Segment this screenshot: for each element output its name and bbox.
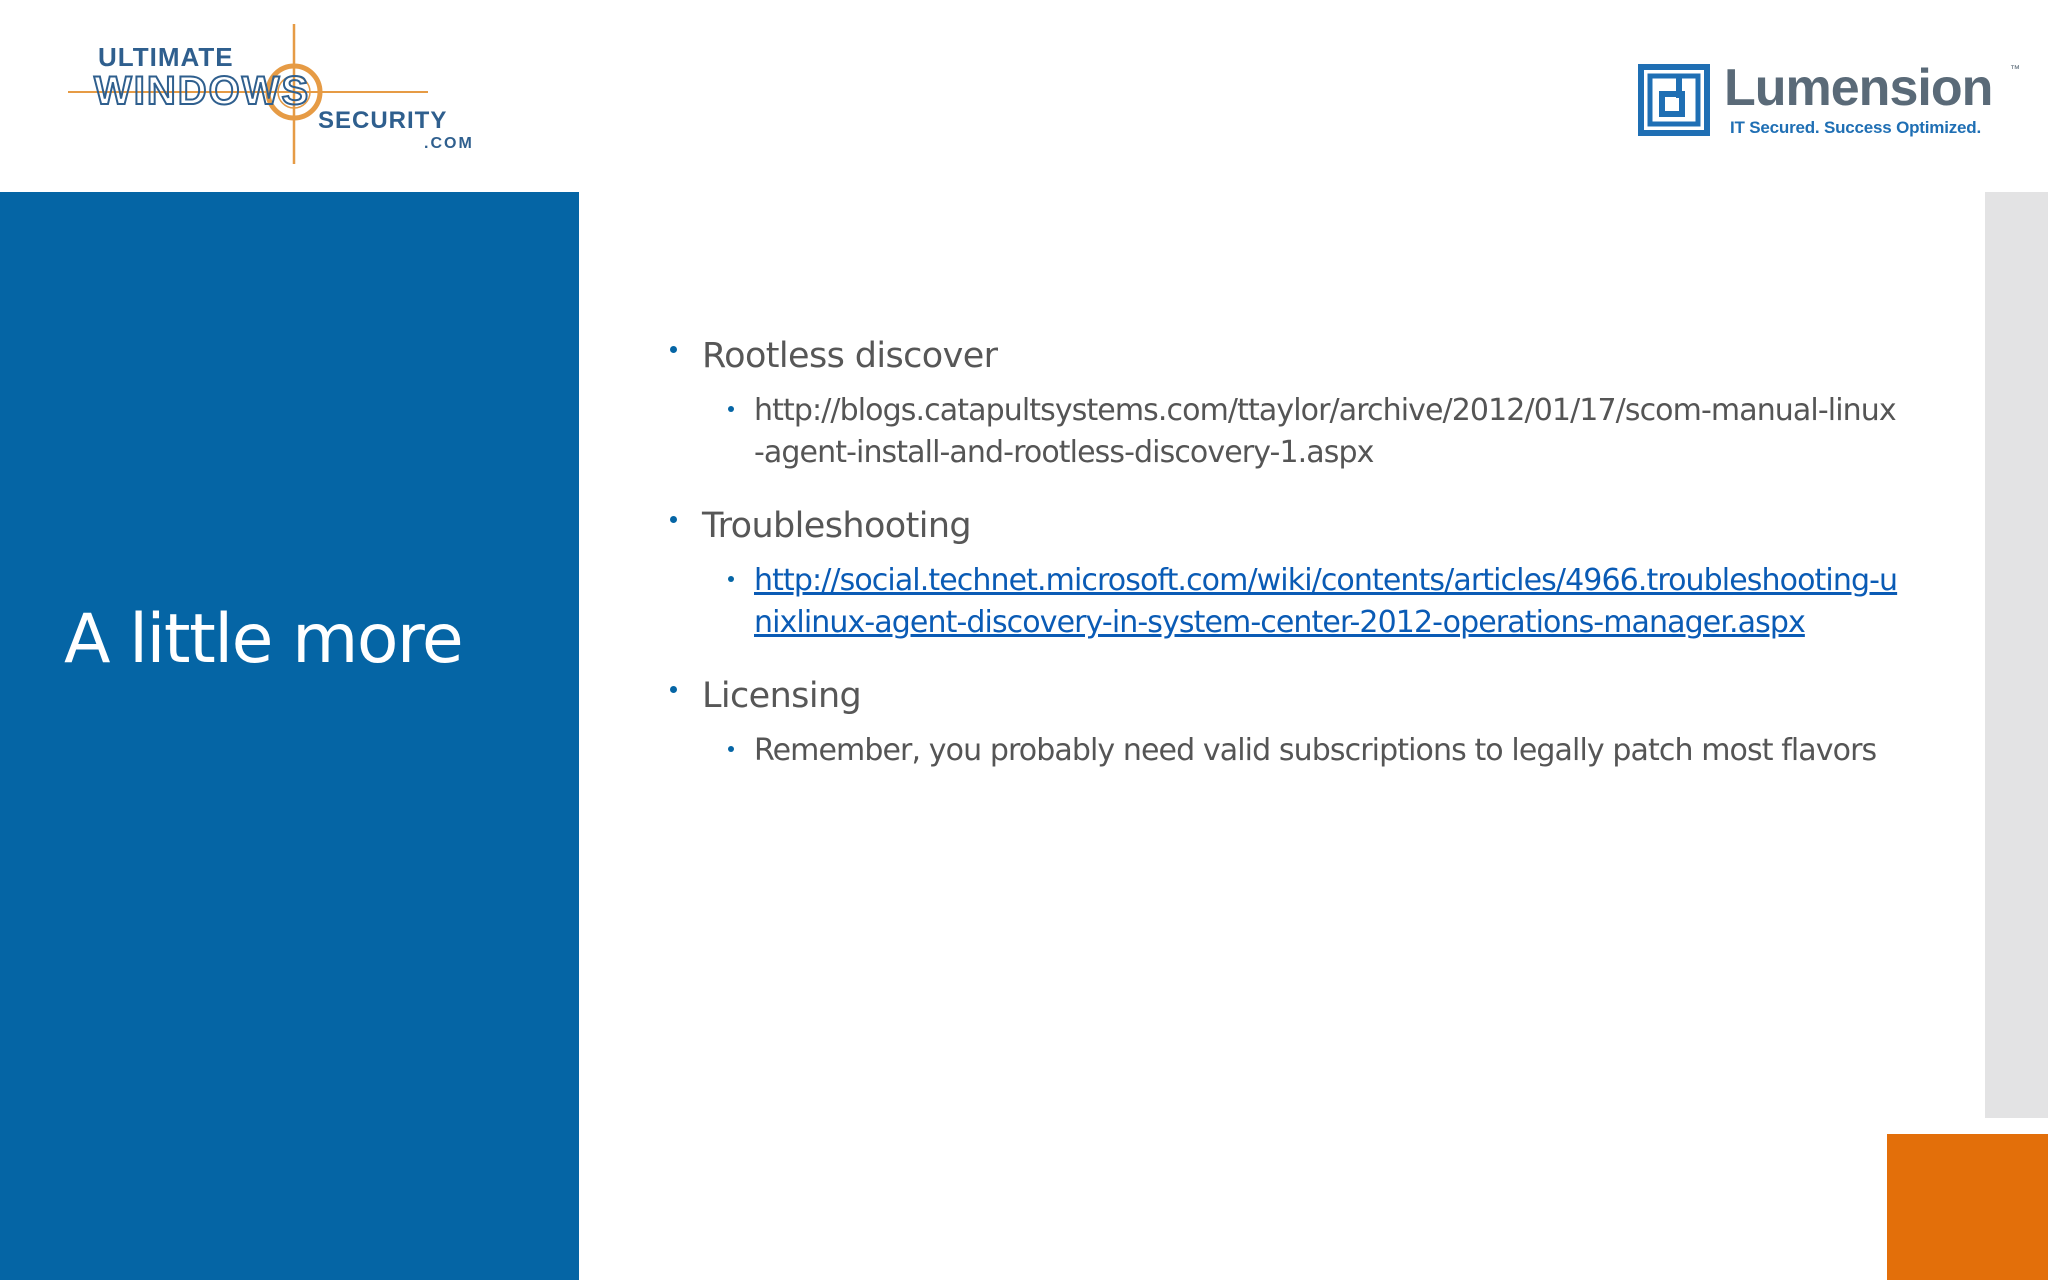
- lumension-wordmark: Lumension: [1724, 59, 1993, 117]
- rootless-discovery-url: http://blogs.catapultsystems.com/ttaylor/archive/2012/01/17/scom-manual-linux-agent-install-and-rootless-discovery-1.aspx: [754, 393, 1896, 470]
- uws-line4: .COM: [424, 135, 474, 152]
- uws-line3: SECURITY: [318, 107, 448, 134]
- licensing-note: Remember, you probably need valid subscriptions to legally patch most flavors: [754, 733, 1877, 768]
- bullet-dot-icon: [670, 346, 677, 353]
- bullet-heading: Troubleshooting: [702, 506, 972, 546]
- bullet-heading: Licensing: [702, 676, 862, 716]
- bullet-rootless-discover: [670, 330, 1970, 382]
- slide-title: A little more: [64, 600, 463, 679]
- slide-body: [670, 330, 1970, 798]
- bullet-licensing: [670, 670, 1970, 722]
- troubleshooting-link[interactable]: http://social.technet.microsoft.com/wiki/contents/articles/4966.troubleshooting-unixlinux-agent-discovery-in-system-center-2012-operations-manager.aspx: [754, 563, 1898, 640]
- side-accent-bar: [1985, 192, 2048, 1118]
- slide-header: [0, 0, 2048, 192]
- sub-bullet-licensing-note: [754, 730, 1970, 772]
- lumension-trademark: ™: [2010, 64, 2020, 75]
- sub-bullet-dot-icon: [728, 406, 734, 412]
- sub-bullet-dot-icon: [728, 576, 734, 582]
- bullet-dot-icon: [670, 686, 677, 693]
- lumension-tagline: IT Secured. Success Optimized.: [1730, 118, 1981, 137]
- sub-bullet-rootless-url: [754, 390, 1970, 474]
- sub-bullet-troubleshooting-url: [754, 560, 1970, 644]
- bullet-dot-icon: [670, 516, 677, 523]
- ultimate-windows-security-logo: [68, 24, 508, 172]
- uws-line2: WINDOWS: [94, 69, 311, 113]
- bullet-troubleshooting: [670, 500, 1970, 552]
- title-panel: [0, 192, 579, 1280]
- corner-accent-block: [1887, 1134, 2048, 1280]
- lumension-mark-icon: [1638, 64, 1710, 136]
- uws-line1: ULTIMATE: [98, 42, 234, 72]
- bullet-heading: Rootless discover: [702, 336, 998, 376]
- lumension-logo: [1634, 54, 2034, 144]
- sub-bullet-dot-icon: [728, 746, 734, 752]
